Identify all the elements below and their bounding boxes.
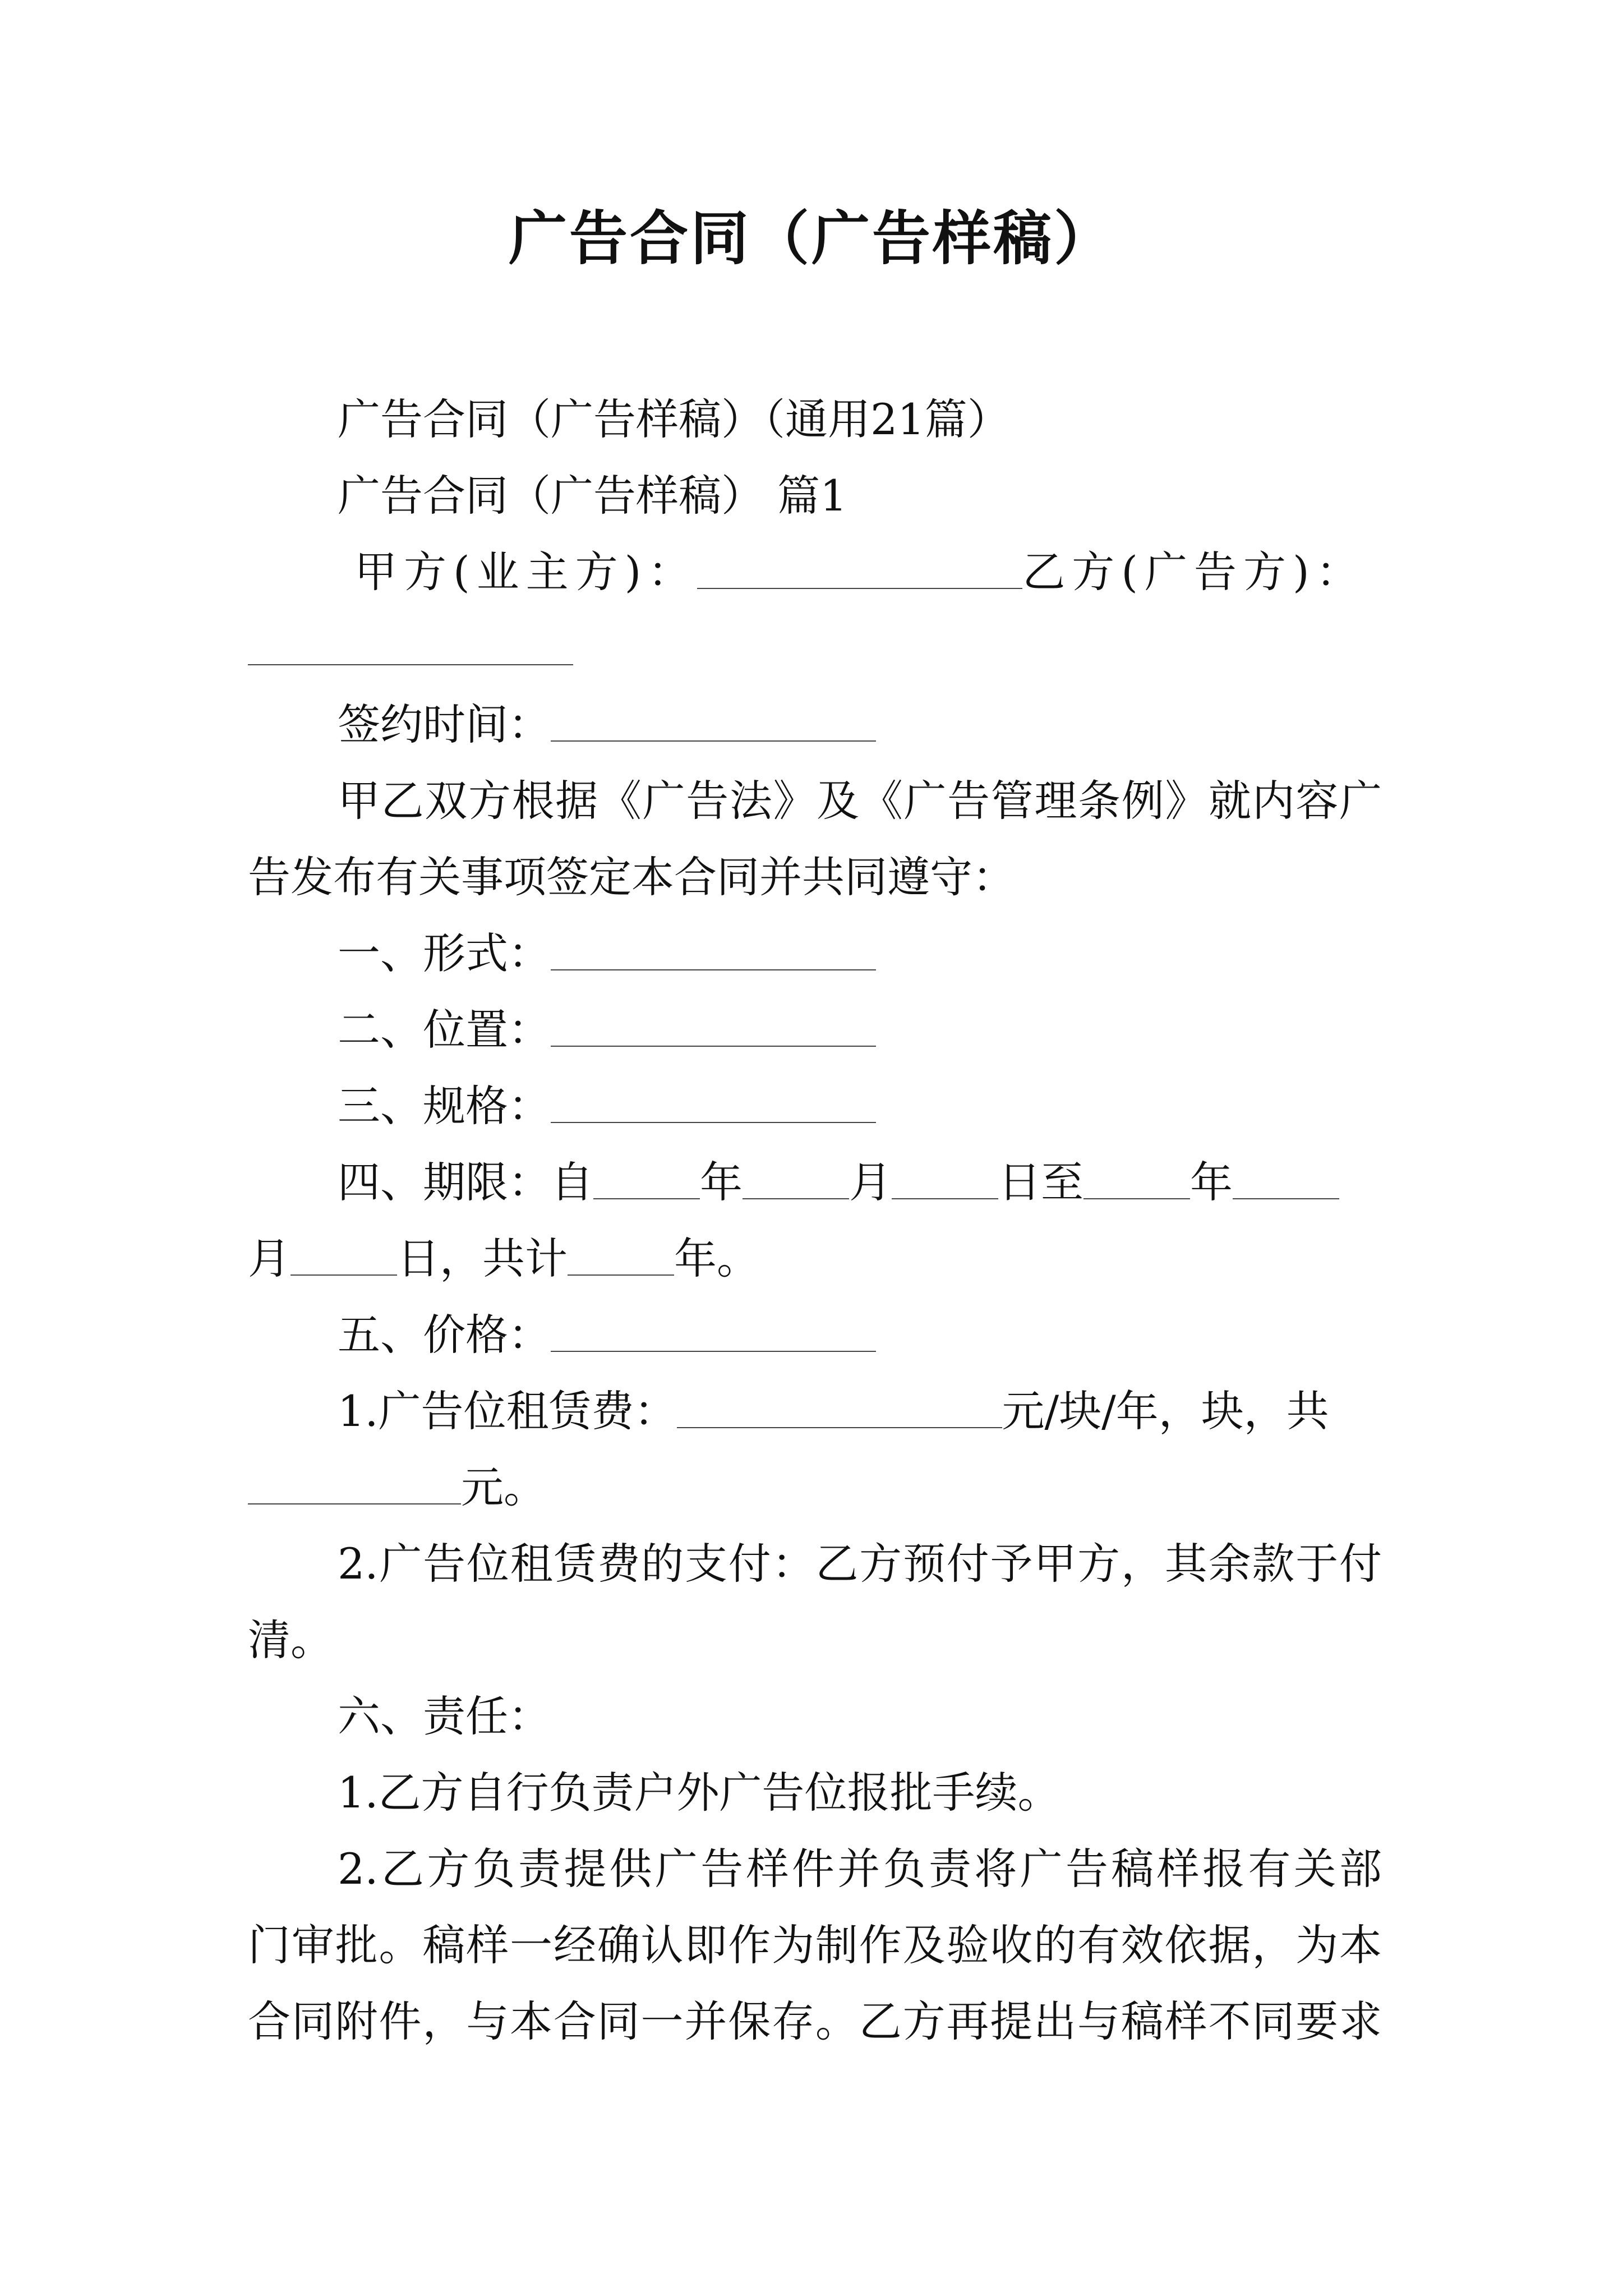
party-line: [248, 534, 1382, 610]
term-line-1: [248, 1144, 1382, 1221]
document-body: [248, 381, 1382, 2060]
intro-line-2: 告发布有关事项签定本合同并共同遵守：: [248, 852, 1015, 902]
term-start-year-blank: [593, 1157, 700, 1199]
duty-line-2a: 2.乙方负责提供广告样件并负责将广告稿样报有关部: [338, 1844, 1382, 1894]
item-form-blank: [551, 928, 876, 970]
term-prefix: 四、期限：自: [338, 1157, 593, 1207]
party-b-blank: [248, 623, 573, 665]
payment-line-2: 清。: [248, 1615, 333, 1665]
rent-prefix: 1.广告位租赁费：: [338, 1386, 677, 1436]
sign-time-blank: [551, 699, 876, 742]
term-line-2: [248, 1221, 1382, 1297]
rent-total-blank: [248, 1462, 461, 1504]
item-spec-label: 三、规格：: [338, 1081, 551, 1131]
item-spec-line: [248, 1068, 1382, 1144]
rent-total-label: 元。: [461, 1462, 546, 1512]
rent-total-line: [248, 1450, 1382, 1526]
item-position-label: 二、位置：: [338, 1005, 551, 1055]
rent-blank: [677, 1386, 1002, 1428]
item-position-blank: [551, 1004, 876, 1047]
term-end-year-blank: [1083, 1157, 1190, 1199]
term-total-label: 日，共计: [397, 1234, 568, 1283]
duty-line-2b: 门审批。稿样一经确认即作为制作及验收的有效依据，为本: [248, 1920, 1382, 1970]
item-form-line: [248, 915, 1382, 992]
party-a-label: 甲方(业主方)：: [354, 547, 698, 597]
item-price-label: 五、价格：: [338, 1310, 551, 1360]
intro-line-1: 甲乙双方根据《广告法》及《广告管理条例》就内容广: [338, 776, 1382, 826]
item-form-label: 一、形式：: [338, 928, 551, 978]
item-price-blank: [551, 1309, 876, 1352]
rent-suffix: 元/块/年，块，共: [1002, 1386, 1329, 1436]
term-end-month-label: 月: [248, 1234, 291, 1283]
heading-article: 广告合同（广告样稿） 篇1: [338, 471, 847, 521]
heading-general: 广告合同（广告样稿）（通用21篇）: [338, 394, 1010, 444]
duty-line-2c: 合同附件，与本合同一并保存。乙方再提出与稿样不同要求: [248, 1996, 1382, 2046]
rent-line: [248, 1373, 1382, 1450]
document-title: 广告合同（广告样稿）: [508, 204, 1114, 273]
item-spec-blank: [551, 1080, 876, 1123]
term-end-day-blank: [291, 1233, 397, 1276]
term-year-label: 年: [700, 1157, 743, 1207]
term-end-month-blank: [1233, 1157, 1339, 1199]
sign-time-label: 签约时间：: [338, 700, 551, 749]
term-day-to-label: 日至: [998, 1157, 1083, 1207]
item-duty-line: 六、责任：: [338, 1691, 551, 1741]
term-start-day-blank: [892, 1157, 998, 1199]
term-total-blank: [568, 1233, 674, 1276]
party-b-blank-line: [248, 610, 1382, 687]
item-position-line: [248, 992, 1382, 1068]
party-b-label: 乙方(广告方)：: [1022, 547, 1366, 597]
term-end-year-label: 年: [1190, 1157, 1233, 1207]
party-a-blank: [697, 546, 1022, 589]
duty-line-1: 1.乙方自行负责户外广告位报批手续。: [338, 1768, 1061, 1818]
sign-time-line: [248, 687, 1382, 763]
item-price-line: [248, 1297, 1382, 1373]
term-year-end-label: 年。: [674, 1234, 759, 1283]
payment-line-1: 2.广告位租赁费的支付：乙方预付予甲方，其余款于付: [338, 1539, 1382, 1589]
term-month-label: 月: [849, 1157, 892, 1207]
term-start-month-blank: [743, 1157, 849, 1199]
